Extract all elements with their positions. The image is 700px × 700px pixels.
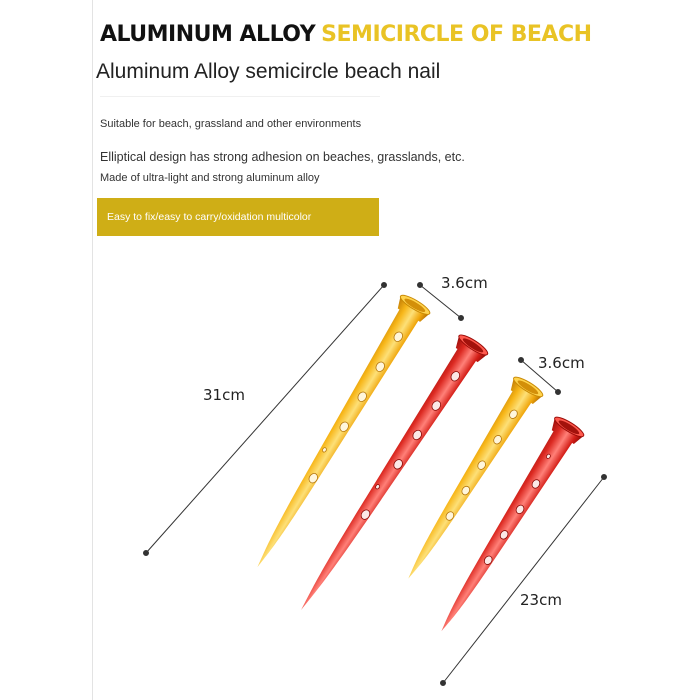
- feature-text: Suitable for beach, grassland and other environments: [100, 118, 362, 130]
- feature-text: Made of ultra-light and strong aluminum alloy: [100, 172, 320, 184]
- banner-text: Easy to fix/easy to carry/oxidation multicolor: [107, 211, 312, 223]
- width-label-small: 3.6cm: [538, 354, 585, 372]
- length-label-small: 23cm: [520, 591, 562, 609]
- heading-part-dark: ALUMINUM ALLOY: [100, 22, 316, 47]
- width-label-large: 3.6cm: [441, 274, 488, 292]
- length-label-large: 31cm: [203, 386, 245, 404]
- small-red-peg: [427, 414, 586, 640]
- product-subtitle: Aluminum Alloy semicircle beach nail: [96, 60, 441, 83]
- heading-part-accent: SEMICIRCLE OF BEACH: [321, 22, 592, 47]
- feature-text: Elliptical design has strong adhesion on beaches, grasslands, etc.: [100, 150, 465, 164]
- small-gold-peg: [394, 374, 545, 587]
- large-gold-peg: [243, 292, 432, 576]
